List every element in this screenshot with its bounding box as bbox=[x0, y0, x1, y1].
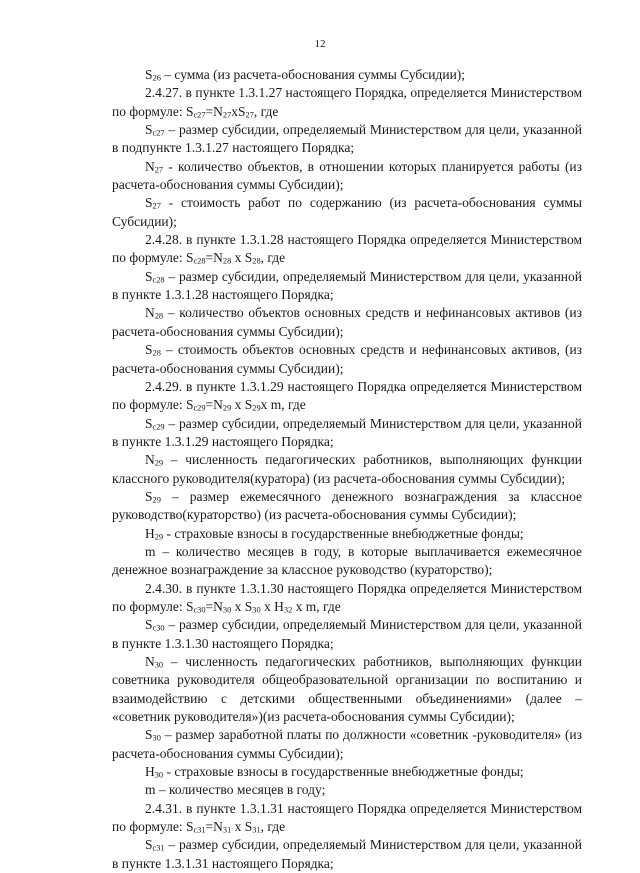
text-segment: - количество объектов, в отношении которых планируется работы (из расчета-обоснования суммы Субсидии); bbox=[112, 158, 582, 193]
paragraph bbox=[112, 488, 582, 525]
subscript-index: с28 bbox=[193, 256, 206, 266]
paragraph bbox=[112, 194, 582, 231]
text-segment: S bbox=[145, 342, 153, 358]
document-body bbox=[112, 66, 582, 873]
text-segment: 2.4.28. в пункте 1.3.1.28 настоящего Порядка определяется Министерством по формуле: S bbox=[112, 232, 582, 266]
subscript-index: 32 bbox=[283, 605, 293, 615]
subscript-index: с31 bbox=[193, 825, 206, 835]
subscript-index: 28 bbox=[152, 348, 161, 358]
text-segment: H bbox=[145, 764, 155, 780]
subscript-index: 28 bbox=[154, 311, 164, 321]
text-segment: m – количество месяцев в году; bbox=[145, 782, 326, 798]
text-segment: – размер субсидии, определяемый Министерством для цели, указанной в пункте 1.3.1.29 настоящего Порядка; bbox=[112, 415, 582, 449]
subscript-index: 30 bbox=[152, 733, 161, 743]
text-segment: - стоимость работ по содержанию (из расчета-обоснования суммы Субсидии); bbox=[112, 195, 582, 229]
text-segment: =N bbox=[205, 397, 223, 413]
text-segment: 2.4.30. в пункте 1.3.1.30 настоящего Порядка определяется Министерством по формуле: S bbox=[112, 580, 582, 614]
paragraph bbox=[112, 525, 582, 543]
text-segment: N bbox=[145, 654, 155, 669]
text-segment: x m, где bbox=[292, 598, 341, 614]
text-segment: xS bbox=[231, 103, 246, 119]
text-segment: – количество объектов основных средств и нефинансовых активов (из расчета-обоснования суммы Субсидии); bbox=[112, 305, 582, 339]
text-segment: - страховые взносы в государственные внебюджетные фонды; bbox=[163, 764, 524, 780]
subscript-index: 27 bbox=[245, 110, 254, 120]
text-segment: – размер заработной платы по должности «советник -руководителя» (из расчета-обоснования суммы Субсидии); bbox=[112, 727, 582, 761]
paragraph bbox=[112, 836, 582, 873]
text-segment: N bbox=[145, 452, 155, 468]
text-segment: x H bbox=[260, 598, 284, 614]
paragraph bbox=[112, 580, 582, 617]
text-segment: – численность педагогических работников, выполняющих функции классного руководителя(куратора) (из расчета-обоснования суммы Субсидии); bbox=[112, 452, 582, 486]
subscript-index: с27 bbox=[193, 110, 206, 120]
paragraph bbox=[112, 121, 582, 158]
text-segment: 2.4.27. в пункте 1.3.1.27 настоящего Порядка, определяется Министерством по формуле: S bbox=[112, 85, 582, 119]
subscript-index: 29 bbox=[152, 495, 161, 505]
text-segment: S bbox=[145, 122, 153, 138]
paragraph bbox=[112, 268, 582, 305]
subscript-index: 27 bbox=[154, 165, 164, 175]
paragraph bbox=[112, 616, 582, 653]
subscript-index: 29 bbox=[154, 532, 164, 542]
subscript-index: 30 bbox=[252, 605, 261, 615]
paragraph bbox=[112, 378, 582, 415]
subscript-index: 28 bbox=[252, 256, 261, 266]
paragraph bbox=[112, 451, 582, 488]
text-segment: S bbox=[145, 727, 153, 743]
subscript-index: 30 bbox=[154, 660, 164, 670]
text-segment: x S bbox=[231, 819, 253, 835]
text-segment: - страховые взносы в государственные внебюджетные фонды; bbox=[163, 525, 524, 541]
paragraph bbox=[112, 653, 582, 726]
paragraph bbox=[112, 763, 582, 781]
text-segment: – размер ежемесячного денежного вознаграждения за классное руководство(кураторство) (из расчета-обоснования суммы Субсидии); bbox=[112, 488, 582, 523]
subscript-index: с29 bbox=[152, 422, 165, 432]
subscript-index: 30 bbox=[222, 605, 232, 615]
text-segment: – размер субсидии, определяемый Министерством для цели, указанной в пункте 1.3.1.28 настоящего Порядка; bbox=[112, 268, 582, 303]
subscript-index: с29 bbox=[193, 403, 206, 413]
page-number: 12 bbox=[314, 38, 326, 50]
text-segment: x S bbox=[231, 250, 253, 266]
subscript-index: 27 bbox=[152, 201, 161, 211]
subscript-index: 29 bbox=[222, 403, 232, 413]
text-segment: =N bbox=[205, 103, 223, 119]
subscript-index: с28 bbox=[152, 275, 165, 285]
text-segment: m – количество месяцев в году, в которые выплачивается ежемесячное денежное вознаграждение за классное руководство (кураторство); bbox=[112, 543, 582, 578]
text-segment: – численность педагогических работников, выполняющих функции советника руководителя общеобразовательной организации по воспитанию и взаимодействию с детскими общественными объединениями» (далее – «советник руководителя»)(из расчета-обоснования суммы Субсидии); bbox=[112, 654, 582, 725]
text-segment: 2.4.31. в пункте 1.3.1.31 настоящего Порядка определяется Министерством по формуле: S bbox=[112, 800, 582, 835]
text-segment: – размер субсидии, определяемый Министерством для цели, указанной в пункте 1.3.1.31 настоящего Порядка; bbox=[112, 837, 582, 871]
subscript-index: 31 bbox=[222, 825, 232, 835]
text-segment: N bbox=[145, 158, 155, 174]
text-segment: – размер субсидии, определяемый Министерством для цели, указанной в подпункте 1.3.1.27 настоящего Порядка; bbox=[112, 122, 582, 156]
subscript-index: 26 bbox=[152, 73, 161, 83]
text-segment: – стоимость объектов основных средств и нефинансовых активов, (из расчета-обоснования суммы Субсидии); bbox=[112, 342, 582, 376]
paragraph bbox=[112, 543, 582, 580]
text-segment: =N bbox=[205, 598, 223, 614]
subscript-index: с31 bbox=[152, 843, 165, 853]
text-segment: x S bbox=[231, 397, 253, 413]
paragraph bbox=[112, 158, 582, 195]
paragraph bbox=[112, 304, 582, 341]
text-segment: , где bbox=[260, 250, 286, 266]
subscript-index: с30 bbox=[152, 623, 165, 633]
subscript-index: 27 bbox=[222, 110, 232, 120]
text-segment: S bbox=[145, 415, 153, 431]
subscript-index: 29 bbox=[252, 403, 261, 413]
text-segment: x S bbox=[231, 598, 253, 614]
text-segment: S bbox=[145, 617, 153, 633]
text-segment: S bbox=[145, 488, 153, 504]
paragraph bbox=[112, 66, 582, 84]
text-segment: S bbox=[145, 268, 153, 284]
text-segment: , где bbox=[260, 819, 286, 835]
paragraph bbox=[112, 84, 582, 121]
subscript-index: 29 bbox=[154, 458, 164, 468]
text-segment: – размер субсидии, определяемый Министерством для цели, указанной в пункте 1.3.1.30 настоящего Порядка; bbox=[112, 617, 582, 651]
text-segment: x m, где bbox=[260, 397, 306, 413]
text-segment: N bbox=[145, 305, 155, 321]
paragraph bbox=[112, 341, 582, 378]
paragraph bbox=[112, 726, 582, 763]
paragraph bbox=[112, 781, 582, 799]
subscript-index: с30 bbox=[193, 605, 206, 615]
paragraph bbox=[112, 231, 582, 268]
text-segment: S bbox=[145, 195, 153, 211]
paragraph bbox=[112, 415, 582, 452]
text-segment: , где bbox=[253, 103, 279, 119]
text-segment: S bbox=[145, 67, 153, 82]
text-segment: S bbox=[145, 837, 153, 853]
text-segment: =N bbox=[205, 819, 223, 835]
text-segment: – сумма (из расчета-обоснования суммы Субсидии); bbox=[160, 67, 466, 82]
text-segment: =N bbox=[205, 250, 223, 266]
subscript-index: 30 bbox=[154, 770, 164, 780]
paragraph bbox=[112, 800, 582, 837]
text-segment: H bbox=[145, 525, 155, 541]
text-segment: 2.4.29. в пункте 1.3.1.29 настоящего Порядка определяется Министерством по формуле: S bbox=[112, 378, 582, 413]
subscript-index: с27 bbox=[152, 128, 165, 138]
subscript-index: 28 bbox=[222, 256, 232, 266]
subscript-index: 31 bbox=[252, 825, 261, 835]
